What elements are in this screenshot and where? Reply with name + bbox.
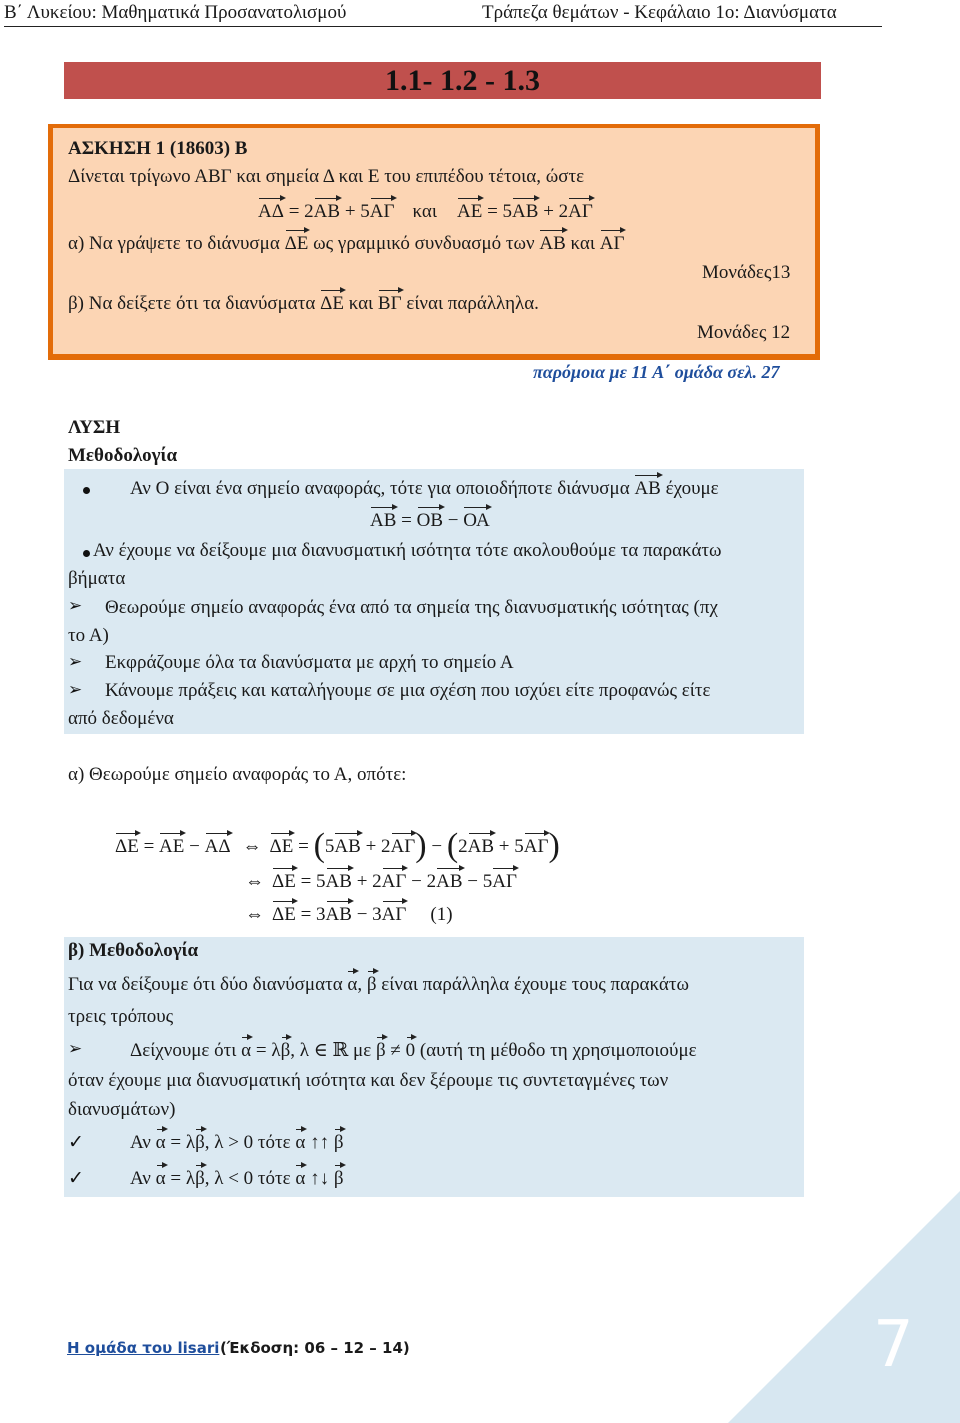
header-right: Τράπεζα θεμάτων - Κεφάλαιο 1ο: Διανύσματα bbox=[482, 2, 837, 23]
vector: ΑΓ bbox=[492, 871, 517, 892]
case-opposite-direction: Αν α = λβ, λ < 0 τότε α ↑↓ β bbox=[130, 1168, 344, 1189]
vector: ΑΒ bbox=[334, 836, 361, 857]
header-divider bbox=[4, 26, 882, 27]
arrow-bullet-icon: ➢ bbox=[68, 596, 83, 615]
equivalence-icon: ⇔ bbox=[242, 836, 262, 857]
step-2: Εκφράζουμε όλα τα διανύσματα με αρχή το σημείο Α bbox=[105, 652, 514, 673]
section-title: 1.1- 1.2 - 1.3 bbox=[385, 64, 540, 97]
equivalence-icon: ⇔ bbox=[245, 871, 264, 892]
vector: α bbox=[295, 1132, 306, 1153]
vector: ΑΒ bbox=[512, 201, 539, 222]
vector: ΑΕ bbox=[457, 201, 483, 222]
question-b: β) Να δείξετε ότι τα διανύσματα ΔΕ και ΒΓ είναι παράλληλα. bbox=[68, 293, 539, 314]
vector: ΑΒ bbox=[313, 201, 341, 222]
vector: ΑΒ bbox=[436, 871, 463, 892]
parallel-intro-line-1: Για να δείξουμε ότι δύο διανύσματα α, β είναι παράλληλα έχουμε τους παρακάτω bbox=[68, 974, 690, 995]
vector: α bbox=[155, 1132, 166, 1153]
vector: β bbox=[195, 1132, 205, 1153]
vector: α bbox=[155, 1168, 166, 1189]
vector: ΑΒ bbox=[370, 510, 397, 531]
equation-tag: (1) bbox=[430, 904, 453, 925]
vector: ΑΓ bbox=[369, 201, 395, 222]
vector: ΔΕ bbox=[272, 871, 296, 892]
parallel-method-1-line-3: διανυσμάτων) bbox=[68, 1099, 176, 1120]
vector: ΑΒ bbox=[325, 871, 352, 892]
vector: ΑΓ bbox=[381, 904, 407, 925]
methodology-heading: Μεθοδολογία bbox=[68, 445, 178, 466]
vector: α bbox=[295, 1168, 306, 1189]
part-a-equation-line-1: ΔΕ = ΑΕ − ΑΔ ⇔ ΔΕ = (5ΑΒ + 2ΑΓ) − (2ΑΒ + 5ΑΓ) bbox=[115, 827, 560, 864]
similar-exercise-note: παρόμοια με 11 Α΄ ομάδα σελ. 27 bbox=[533, 362, 780, 382]
footer-edition: (Έκδοση: 06 – 12 – 14) bbox=[220, 1339, 410, 1357]
vector: α bbox=[241, 1040, 252, 1061]
vector: ΑΔ bbox=[204, 836, 231, 857]
exercise-intro: Δίνεται τρίγωνο ΑΒΓ και σημεία Δ και Ε του επιπέδου τέτοια, ώστε bbox=[68, 166, 585, 187]
vector: ΑΕ bbox=[159, 836, 185, 857]
method-equation: ΑΒ = ΟΒ − ΟΑ bbox=[370, 510, 490, 531]
case-same-direction: Αν α = λβ, λ > 0 τότε α ↑↑ β bbox=[130, 1132, 344, 1153]
vector: β bbox=[195, 1168, 205, 1189]
checkmark-icon: ✓ bbox=[68, 1168, 84, 1189]
arrow-bullet-icon: ➢ bbox=[68, 1039, 83, 1058]
vector: ΔΕ bbox=[284, 233, 309, 254]
vector: ΑΒ bbox=[467, 836, 495, 857]
checkmark-icon: ✓ bbox=[68, 1132, 84, 1153]
equivalence-icon: ⇔ bbox=[245, 904, 264, 925]
vector: ΑΓ bbox=[599, 233, 625, 254]
step-1-line-2: το Α) bbox=[68, 625, 109, 646]
step-1-line-1: Θεωρούμε σημείο αναφοράς ένα από τα σημεία της διανυσματικής ισότητας (πχ bbox=[105, 597, 718, 618]
parallel-method-1-line-1: Δείχνουμε ότι α = λβ, λ ∈ ℝ με β ≠ 0 (αυτή τη μέθοδο τη χρησιμοποιούμε bbox=[130, 1040, 697, 1061]
part-a-intro: α) Θεωρούμε σημείο αναφοράς το Α, οπότε: bbox=[68, 764, 407, 785]
exercise-heading: ΑΣΚΗΣΗ 1 (18603) Β bbox=[68, 138, 248, 159]
parallel-intro-line-2: τρεις τρόπους bbox=[68, 1006, 174, 1027]
part-a-equation-line-3: ⇔ ΔΕ = 3ΑΒ − 3ΑΓ (1) bbox=[245, 904, 453, 925]
footer-link-lisari[interactable]: Η ομάδα του lisari bbox=[67, 1339, 220, 1357]
bullet-icon bbox=[83, 487, 90, 494]
step-3-line-1: Κάνουμε πράξεις και καταλήγουμε σε μια σχέση που ισχύει είτε προφανώς είτε bbox=[105, 680, 711, 701]
step-3-line-2: από δεδομένα bbox=[68, 708, 174, 729]
vector: ΑΓ bbox=[390, 836, 416, 857]
method-point-2-line-2: βήματα bbox=[68, 568, 126, 589]
vector: ΑΒ bbox=[539, 233, 566, 254]
method-point-1: Αν Ο είναι ένα σημείο αναφοράς, τότε για οποιοδήποτε διάνυσμα ΑΒ έχουμε bbox=[130, 478, 719, 499]
vector: ΟΑ bbox=[463, 510, 490, 531]
part-a-equation-line-2: ⇔ ΔΕ = 5ΑΒ + 2ΑΓ − 2ΑΒ − 5ΑΓ bbox=[245, 871, 517, 892]
vector: ΑΓ bbox=[381, 871, 407, 892]
vector: ΑΒ bbox=[634, 478, 661, 499]
vector: β bbox=[375, 1040, 386, 1061]
vector: ΟΒ bbox=[416, 510, 444, 531]
vector: ΔΕ bbox=[269, 836, 294, 857]
parallel-method-1-line-2: όταν έχουμε μια διανυσματική ισότητα και δεν ξέρουμε τις συντεταγμένες των bbox=[68, 1070, 669, 1091]
vector: ΑΔ bbox=[258, 201, 284, 222]
question-a: α) Να γράψετε το διάνυσμα ΔΕ ως γραμμικό συνδυασμό των ΑΒ και ΑΓ bbox=[68, 233, 625, 254]
vector: ΔΕ bbox=[320, 293, 344, 314]
vector: ΑΒ bbox=[325, 904, 352, 925]
vector: ΒΓ bbox=[377, 293, 402, 314]
vector: β bbox=[333, 1168, 344, 1189]
header-left: Β΄ Λυκείου: Μαθηματικά Προσανατολισμού bbox=[4, 2, 347, 23]
page-corner-decoration bbox=[728, 1191, 960, 1423]
exercise-given-equation: ΑΔ = 2ΑΒ + 5ΑΓ και ΑΕ = 5ΑΒ + 2ΑΓ bbox=[258, 201, 593, 222]
bullet-icon bbox=[83, 550, 90, 557]
vector: ΑΓ bbox=[523, 836, 549, 857]
arrow-bullet-icon: ➢ bbox=[68, 652, 83, 671]
solution-heading: ΛΥΣΗ bbox=[68, 417, 121, 438]
page-number: 7 bbox=[873, 1308, 914, 1382]
vector: β bbox=[333, 1132, 344, 1153]
vector: α bbox=[347, 974, 358, 995]
question-b-points: Μονάδες 12 bbox=[697, 322, 791, 343]
vector: ΔΕ bbox=[115, 836, 139, 857]
arrow-bullet-icon: ➢ bbox=[68, 680, 83, 699]
vector: 0 bbox=[405, 1040, 416, 1061]
vector: ΔΕ bbox=[272, 904, 296, 925]
vector: ΑΓ bbox=[568, 201, 593, 222]
methodology-b-heading: β) Μεθοδολογία bbox=[68, 940, 199, 961]
question-a-points: Μονάδες13 bbox=[702, 262, 791, 283]
vector: β bbox=[366, 974, 377, 995]
vector: β bbox=[280, 1040, 291, 1061]
method-point-2-line-1: Αν έχουμε να δείξουμε μια διανυσματική ισότητα τότε ακολουθούμε τα παρακάτω bbox=[93, 540, 722, 561]
